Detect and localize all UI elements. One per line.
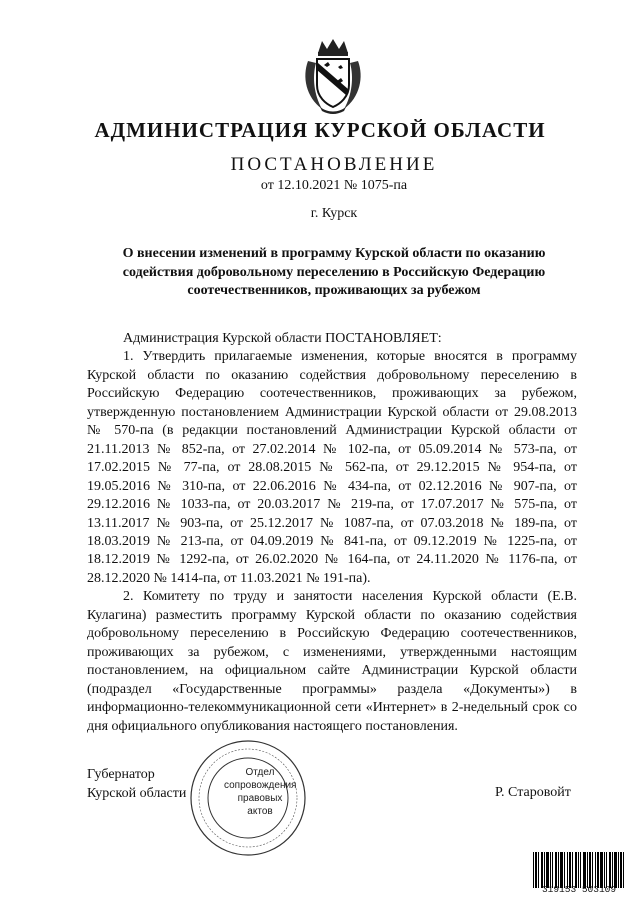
signatory-title [87,766,186,803]
barcode [533,852,625,888]
stamp-line-4: актов [247,806,273,817]
paragraph-1: 1. Утвердить прилагаемые изменения, которые вносятся в программу Курской области по оказанию содействия добровольному переселению в Российскую Федерацию соотечественников, проживающих за рубежом, утвержденную постановлением Администрации Курской области от 29.08.2013 № 570-па (в редакции постановлений Администрации Курской области от 21.11.2013 № 852-па, от 27.02.2014 № 102-па, от 05.09.2014 № 573-па, от 17.02.2015 № 77-па, от 28.08.2015 № 562-па, от 29.12.2015 № 954-па, от 19.05.2016 № 310-па, от 22.06.2016 № 434-па, от 02.12.2016 № 907-па, от 29.12.2016 № 1033-па, от 20.03.2017 № 219-па, от 17.07.2017 № 575-па, от 13.11.2017 № 903-па, от 25.12.2017 № 1087-па, от 07.03.2018 № 189-па, от 18.03.2019 № 213-па, от 04.09.2019 № 841-па, от 09.12.2019 № 1225-па, от 18.12.2019 № 1292-па, от 26.02.2020 № 164-па, от 24.11.2020 № 1176-па, от 28.12.2020 № 1414-па, от 11.03.2021 № 191-па). [87,349,577,586]
organization-title: АДМИНИСТРАЦИЯ КУРСКОЙ ОБЛАСТИ [94,118,546,142]
document-body [87,330,577,736]
barcode-number: 319153 503109 [541,884,617,895]
document-subject: О внесении изменений в программу Курской области по оказанию содействия добровольному переселению в Российскую Федерацию соотечественников, проживающих за рубежом [122,246,546,298]
signatory-title-line-2: Курской области [87,785,187,801]
stamp-line-3: правовых [237,793,283,804]
stamp-line-2: сопровождения [224,780,297,791]
document-type: ПОСТАНОВЛЕНИЕ [230,154,438,175]
coat-of-arms-emblem [300,37,366,115]
signatory-name: Р. Старовойт [495,785,571,800]
preamble: Администрация Курской области ПОСТАНОВЛЯЕТ: [123,331,442,346]
signatory-title-line-1: Губернатор [87,767,155,782]
stamp-line-1: Отдел [245,767,275,778]
document-date-number: от 12.10.2021 № 1075-па [260,178,408,193]
document-city: г. Курск [310,206,358,221]
stamp-center-text [224,766,296,818]
paragraph-2: 2. Комитету по труду и занятости населения Курской области (Е.В. Кулагина) разместить программу Курской области по оказанию содействия добровольному переселению в Российскую Федерацию соотечественников, проживающих за рубежом, с изменениями, утвержденными настоящим постановлением, на официальном сайте Администрации Курской области (подраздел «Государственные программы» раздела «Документы») в информационно-телекоммуникационной сети «Интернет» в 2-недельный срок со дня официального опубликования настоящего постановления. [87,589,577,734]
